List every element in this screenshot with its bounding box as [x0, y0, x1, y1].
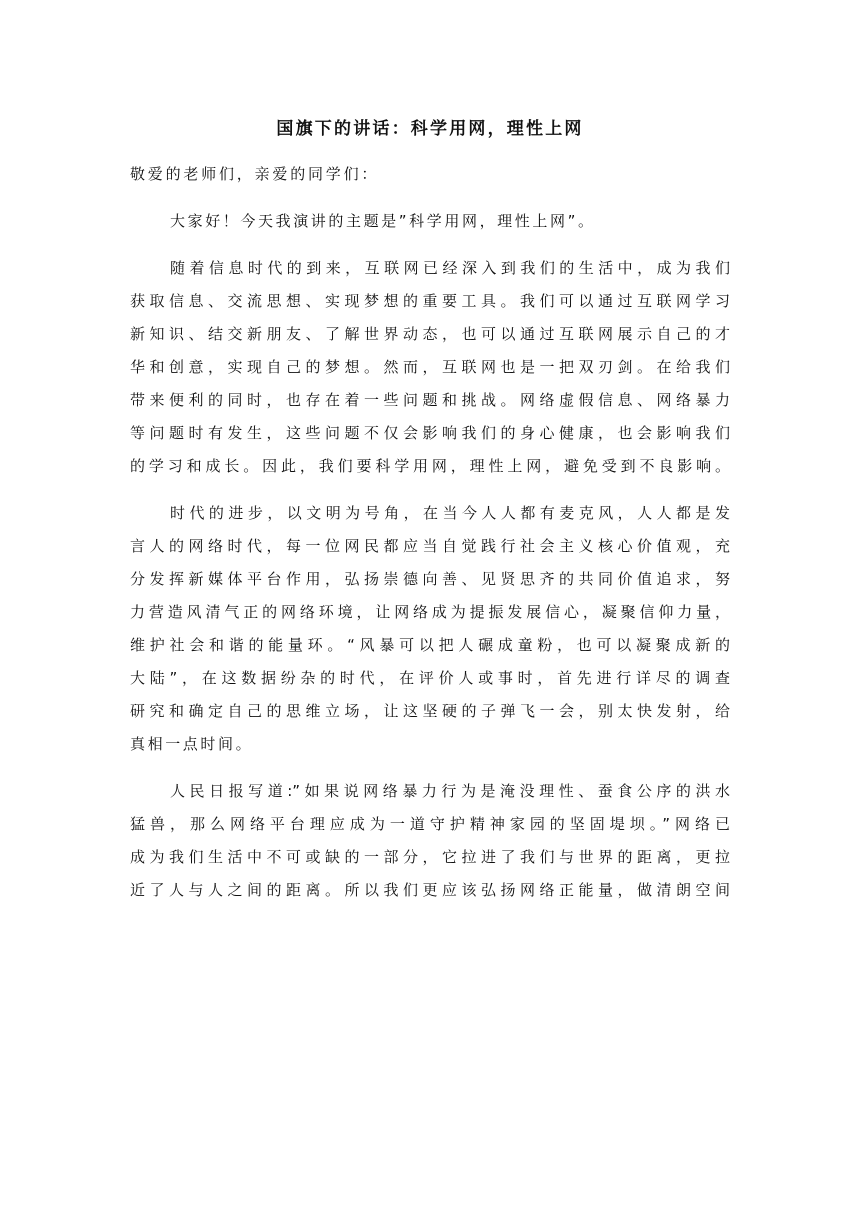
paragraph-2: [130, 252, 730, 483]
paragraph-line: 言人的网络时代，每一位网民都应当自觉践行社会主义核心价值观，充: [130, 537, 730, 555]
document-title: 国旗下的讲话：科学用网，理性上网: [276, 119, 584, 139]
paragraph-line: 华和创意，实现自己的梦想。然而，互联网也是一把双刃剑。在给我们: [130, 358, 730, 376]
paragraph-gap: [130, 191, 730, 205]
paragraph-gap: [130, 761, 730, 775]
paragraph-line: 力营造风清气正的网络环境，让网络成为提振发展信心，凝聚信仰力量，: [130, 603, 730, 621]
paragraph-line: 人民日报写道:”如果说网络暴力行为是淹没理性、蚕食公序的洪水: [170, 782, 730, 800]
paragraph-line: 真相一点时间。: [130, 735, 254, 753]
paragraph-line: 随着信息时代的到来，互联网已经深入到我们的生活中，成为我们: [170, 259, 730, 277]
paragraph-line: 维护社会和谐的能量环。“风暴可以把人碾成童粉，也可以凝聚成新的: [130, 636, 730, 654]
paragraph-gap: [130, 483, 730, 497]
paragraph-line: 的学习和成长。因此，我们要科学用网，理性上网，避免受到不良影响。: [130, 457, 730, 475]
paragraph-line: 等问题时有发生，这些问题不仅会影响我们的身心健康，也会影响我们: [130, 424, 730, 442]
paragraph-line: 新知识、结交新朋友、了解世界动态，也可以通过互联网展示自己的才: [130, 325, 730, 343]
paragraph-line: 分发挥新媒体平台作用，弘扬崇德向善、见贤思齐的共同价值追求，努: [130, 570, 730, 588]
paragraph-gap: [130, 238, 730, 252]
paragraph-line: 大家好！今天我演讲的主题是”科学用网，理性上网”。: [170, 212, 596, 230]
paragraph-line: 研究和确定自己的思维立场，让这坚硬的子弹飞一会，别太快发射，给: [130, 702, 730, 720]
document-body: [130, 158, 730, 907]
paragraph-line: 时代的进步，以文明为号角，在当今人人都有麦克风，人人都是发: [170, 504, 730, 522]
paragraph-4: [130, 775, 730, 907]
paragraph-3: [130, 497, 730, 761]
paragraph-1: [130, 205, 730, 238]
paragraph-line: 近了人与人之间的距离。所以我们更应该弘扬网络正能量，做清朗空间: [130, 881, 730, 899]
paragraph-line: 带来便利的同时，也存在着一些问题和挑战。网络虚假信息、网络暴力: [130, 391, 730, 409]
paragraph-line: 猛兽，那么网络平台理应成为一道守护精神家园的坚固堤坝。”网络已: [130, 815, 730, 833]
paragraph-line: 大陆”，在这数据纷杂的时代，在评价人或事时，首先进行详尽的调查: [130, 669, 730, 687]
paragraph-line: 获取信息、交流思想、实现梦想的重要工具。我们可以通过互联网学习: [130, 292, 730, 310]
paragraph-line: 成为我们生活中不可或缺的一部分，它拉进了我们与世界的距离，更拉: [130, 848, 730, 866]
salutation-line: 敬爱的老师们，亲爱的同学们：: [130, 165, 380, 183]
